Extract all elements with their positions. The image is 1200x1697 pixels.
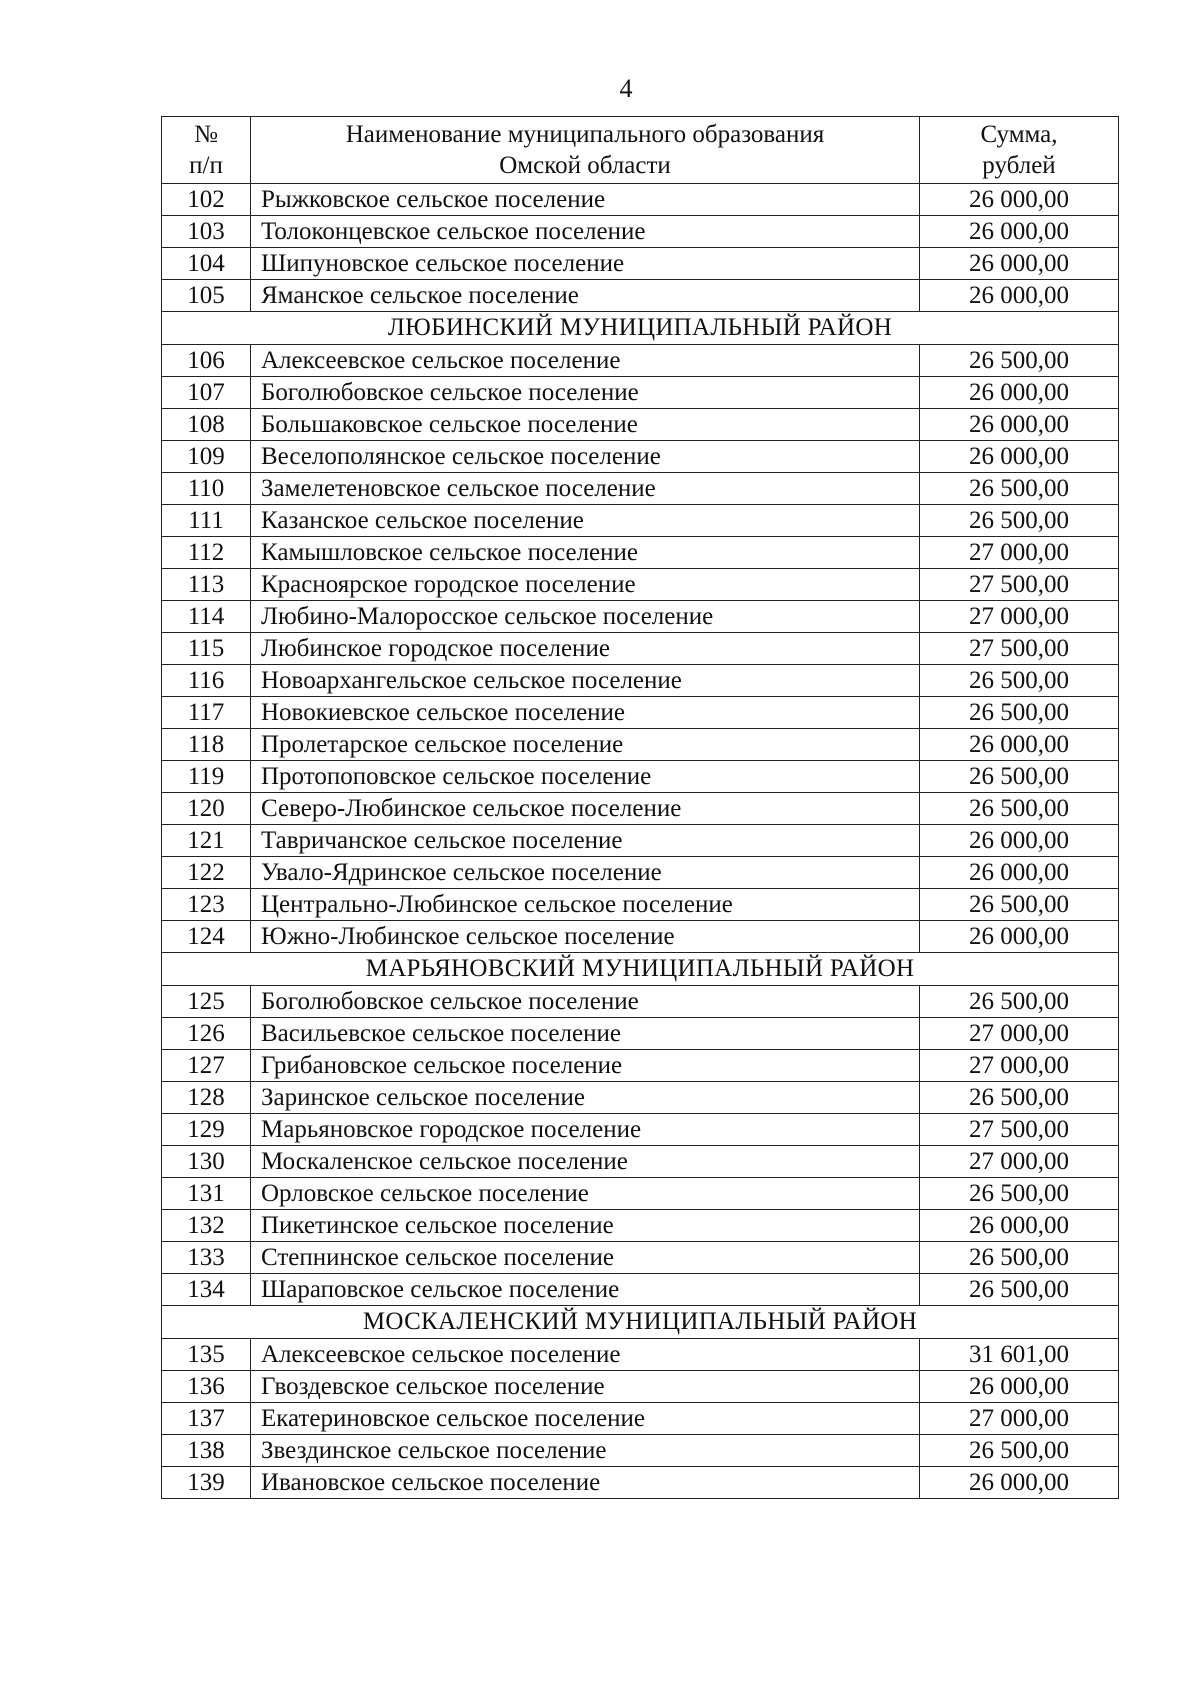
- amount: 26 000,00: [920, 729, 1119, 761]
- amount: 26 500,00: [920, 473, 1119, 505]
- row-number: 123: [162, 889, 251, 921]
- table-row: [162, 761, 1119, 793]
- amount: 27 500,00: [920, 1114, 1119, 1146]
- row-number: 103: [162, 216, 251, 248]
- amount: 26 000,00: [920, 1467, 1119, 1499]
- row-number: 116: [162, 665, 251, 697]
- table-row: [162, 409, 1119, 441]
- header-name: [251, 117, 920, 184]
- municipality-name: Гвоздевское сельское поселение: [251, 1371, 920, 1403]
- municipality-name: Пикетинское сельское поселение: [251, 1210, 920, 1242]
- row-number: 117: [162, 697, 251, 729]
- page-number: 4: [619, 74, 633, 103]
- amount: 26 000,00: [920, 1210, 1119, 1242]
- row-number: 121: [162, 825, 251, 857]
- municipality-name: Новокиевское сельское поселение: [251, 697, 920, 729]
- header-name-line1: Наименование муниципального образования: [345, 121, 825, 148]
- table-row: [162, 1467, 1119, 1499]
- municipality-name: Казанское сельское поселение: [251, 505, 920, 537]
- table-row: [162, 1082, 1119, 1114]
- municipality-name: Большаковское сельское поселение: [251, 409, 920, 441]
- row-number: 139: [162, 1467, 251, 1499]
- row-number: 135: [162, 1339, 251, 1371]
- row-number: 131: [162, 1178, 251, 1210]
- amount: 26 500,00: [920, 1242, 1119, 1274]
- row-number: 122: [162, 857, 251, 889]
- amount: 26 500,00: [920, 793, 1119, 825]
- row-number: 112: [162, 537, 251, 569]
- municipality-name: Грибановское сельское поселение: [251, 1050, 920, 1082]
- table-row: [162, 633, 1119, 665]
- row-number: 128: [162, 1082, 251, 1114]
- table-row: [162, 825, 1119, 857]
- row-number: 108: [162, 409, 251, 441]
- municipality-name: Веселополянское сельское поселение: [251, 441, 920, 473]
- amount: 26 000,00: [920, 216, 1119, 248]
- amount: 26 000,00: [920, 409, 1119, 441]
- row-number: 105: [162, 280, 251, 312]
- amount: 27 500,00: [920, 569, 1119, 601]
- amount: 26 500,00: [920, 761, 1119, 793]
- municipality-name: Камышловское сельское поселение: [251, 537, 920, 569]
- amount: 31 601,00: [920, 1339, 1119, 1371]
- municipality-name: Васильевское сельское поселение: [251, 1018, 920, 1050]
- table-row: [162, 184, 1119, 216]
- amount: 26 000,00: [920, 377, 1119, 409]
- row-number: 132: [162, 1210, 251, 1242]
- municipality-name: Боголюбовское сельское поселение: [251, 986, 920, 1018]
- municipality-name: Любино-Малоросское сельское поселение: [251, 601, 920, 633]
- row-number: 111: [162, 505, 251, 537]
- municipality-name: Шипуновское сельское поселение: [251, 248, 920, 280]
- table-row: [162, 1146, 1119, 1178]
- municipality-name: Протопоповское сельское поселение: [251, 761, 920, 793]
- municipal-sums-table: [161, 116, 1119, 1499]
- amount: 26 000,00: [920, 441, 1119, 473]
- table-row: [162, 1210, 1119, 1242]
- table-row: [162, 1339, 1119, 1371]
- row-number: 107: [162, 377, 251, 409]
- table-row: [162, 1050, 1119, 1082]
- municipality-name: Новоархангельское сельское поселение: [251, 665, 920, 697]
- header-sum: [920, 117, 1119, 184]
- table-row: [162, 793, 1119, 825]
- table-row: [162, 248, 1119, 280]
- municipality-name: Звездинское сельское поселение: [251, 1435, 920, 1467]
- table-row: [162, 569, 1119, 601]
- amount: 27 000,00: [920, 1018, 1119, 1050]
- row-number: 130: [162, 1146, 251, 1178]
- municipality-name: Рыжковское сельское поселение: [251, 184, 920, 216]
- municipality-name: Красноярское городское поселение: [251, 569, 920, 601]
- table-row: [162, 729, 1119, 761]
- municipality-name: Степнинское сельское поселение: [251, 1242, 920, 1274]
- row-number: 106: [162, 345, 251, 377]
- table-header-row: [162, 117, 1119, 184]
- amount: 27 000,00: [920, 1146, 1119, 1178]
- municipality-name: Марьяновское городское поселение: [251, 1114, 920, 1146]
- section-title: МАРЬЯНОВСКИЙ МУНИЦИПАЛЬНЫЙ РАЙОН: [162, 953, 1119, 986]
- amount: 26 000,00: [920, 248, 1119, 280]
- table-row: [162, 216, 1119, 248]
- table-row: [162, 889, 1119, 921]
- row-number: 114: [162, 601, 251, 633]
- municipality-name: Алексеевское сельское поселение: [251, 1339, 920, 1371]
- amount: 27 500,00: [920, 633, 1119, 665]
- row-number: 129: [162, 1114, 251, 1146]
- row-number: 119: [162, 761, 251, 793]
- table-row: [162, 345, 1119, 377]
- table-row: [162, 857, 1119, 889]
- row-number: 126: [162, 1018, 251, 1050]
- municipality-name: Алексеевское сельское поселение: [251, 345, 920, 377]
- table-row: [162, 1018, 1119, 1050]
- amount: 26 500,00: [920, 1274, 1119, 1306]
- municipality-name: Заринское сельское поселение: [251, 1082, 920, 1114]
- amount: 26 500,00: [920, 505, 1119, 537]
- amount: 26 500,00: [920, 1435, 1119, 1467]
- municipality-name: Шараповское сельское поселение: [251, 1274, 920, 1306]
- table-row: [162, 473, 1119, 505]
- row-number: 125: [162, 986, 251, 1018]
- header-number: [162, 117, 251, 184]
- municipality-name: Северо-Любинское сельское поселение: [251, 793, 920, 825]
- row-number: 113: [162, 569, 251, 601]
- table-row: [162, 1242, 1119, 1274]
- table-row: [162, 280, 1119, 312]
- table-row: [162, 1435, 1119, 1467]
- row-number: 120: [162, 793, 251, 825]
- municipality-name: Яманское сельское поселение: [251, 280, 920, 312]
- amount: 26 500,00: [920, 1178, 1119, 1210]
- table-row: [162, 1403, 1119, 1435]
- municipality-name: Тавричанское сельское поселение: [251, 825, 920, 857]
- amount: 26 500,00: [920, 889, 1119, 921]
- row-number: 137: [162, 1403, 251, 1435]
- section-header-row: [162, 312, 1119, 345]
- municipality-name: Орловское сельское поселение: [251, 1178, 920, 1210]
- amount: 26 500,00: [920, 1082, 1119, 1114]
- table-row: [162, 537, 1119, 569]
- table-row: [162, 986, 1119, 1018]
- row-number: 102: [162, 184, 251, 216]
- header-sum-line2: рублей: [982, 152, 1056, 179]
- amount: 26 500,00: [920, 665, 1119, 697]
- municipality-name: Центрально-Любинское сельское поселение: [251, 889, 920, 921]
- row-number: 134: [162, 1274, 251, 1306]
- row-number: 104: [162, 248, 251, 280]
- table-row: [162, 505, 1119, 537]
- row-number: 127: [162, 1050, 251, 1082]
- row-number: 115: [162, 633, 251, 665]
- row-number: 138: [162, 1435, 251, 1467]
- amount: 27 000,00: [920, 1403, 1119, 1435]
- table-row: [162, 441, 1119, 473]
- municipality-name: Замелетеновское сельское поселение: [251, 473, 920, 505]
- municipality-name: Толоконцевское сельское поселение: [251, 216, 920, 248]
- table-row: [162, 1274, 1119, 1306]
- row-number: 118: [162, 729, 251, 761]
- municipality-name: Ивановское сельское поселение: [251, 1467, 920, 1499]
- table-row: [162, 697, 1119, 729]
- amount: 26 000,00: [920, 921, 1119, 953]
- amount: 27 000,00: [920, 1050, 1119, 1082]
- section-header-row: [162, 1306, 1119, 1339]
- municipality-name: Увало-Ядринское сельское поселение: [251, 857, 920, 889]
- table-row: [162, 377, 1119, 409]
- amount: 26 500,00: [920, 697, 1119, 729]
- municipality-name: Екатериновское сельское поселение: [251, 1403, 920, 1435]
- amount: 26 000,00: [920, 857, 1119, 889]
- header-number-line2: п/п: [189, 152, 223, 179]
- table-row: [162, 1178, 1119, 1210]
- section-title: ЛЮБИНСКИЙ МУНИЦИПАЛЬНЫЙ РАЙОН: [162, 312, 1119, 345]
- table-row: [162, 665, 1119, 697]
- row-number: 136: [162, 1371, 251, 1403]
- amount: 26 000,00: [920, 825, 1119, 857]
- amount: 27 000,00: [920, 601, 1119, 633]
- row-number: 110: [162, 473, 251, 505]
- table-body: [162, 184, 1119, 1499]
- amount: 26 000,00: [920, 1371, 1119, 1403]
- amount: 26 000,00: [920, 184, 1119, 216]
- municipality-name: Любинское городское поселение: [251, 633, 920, 665]
- header-number-line1: №: [194, 121, 218, 148]
- table-row: [162, 601, 1119, 633]
- municipality-name: Боголюбовское сельское поселение: [251, 377, 920, 409]
- row-number: 124: [162, 921, 251, 953]
- section-header-row: [162, 953, 1119, 986]
- municipality-name: Москаленское сельское поселение: [251, 1146, 920, 1178]
- amount: 27 000,00: [920, 537, 1119, 569]
- municipality-name: Пролетарское сельское поселение: [251, 729, 920, 761]
- amount: 26 000,00: [920, 280, 1119, 312]
- header-sum-line1: Сумма,: [980, 121, 1058, 148]
- row-number: 133: [162, 1242, 251, 1274]
- amount: 26 500,00: [920, 345, 1119, 377]
- section-title: МОСКАЛЕНСКИЙ МУНИЦИПАЛЬНЫЙ РАЙОН: [162, 1306, 1119, 1339]
- header-name-line2: Омской области: [499, 152, 671, 179]
- amount: 26 500,00: [920, 986, 1119, 1018]
- table-row: [162, 1114, 1119, 1146]
- table-row: [162, 921, 1119, 953]
- table-row: [162, 1371, 1119, 1403]
- row-number: 109: [162, 441, 251, 473]
- municipality-name: Южно-Любинское сельское поселение: [251, 921, 920, 953]
